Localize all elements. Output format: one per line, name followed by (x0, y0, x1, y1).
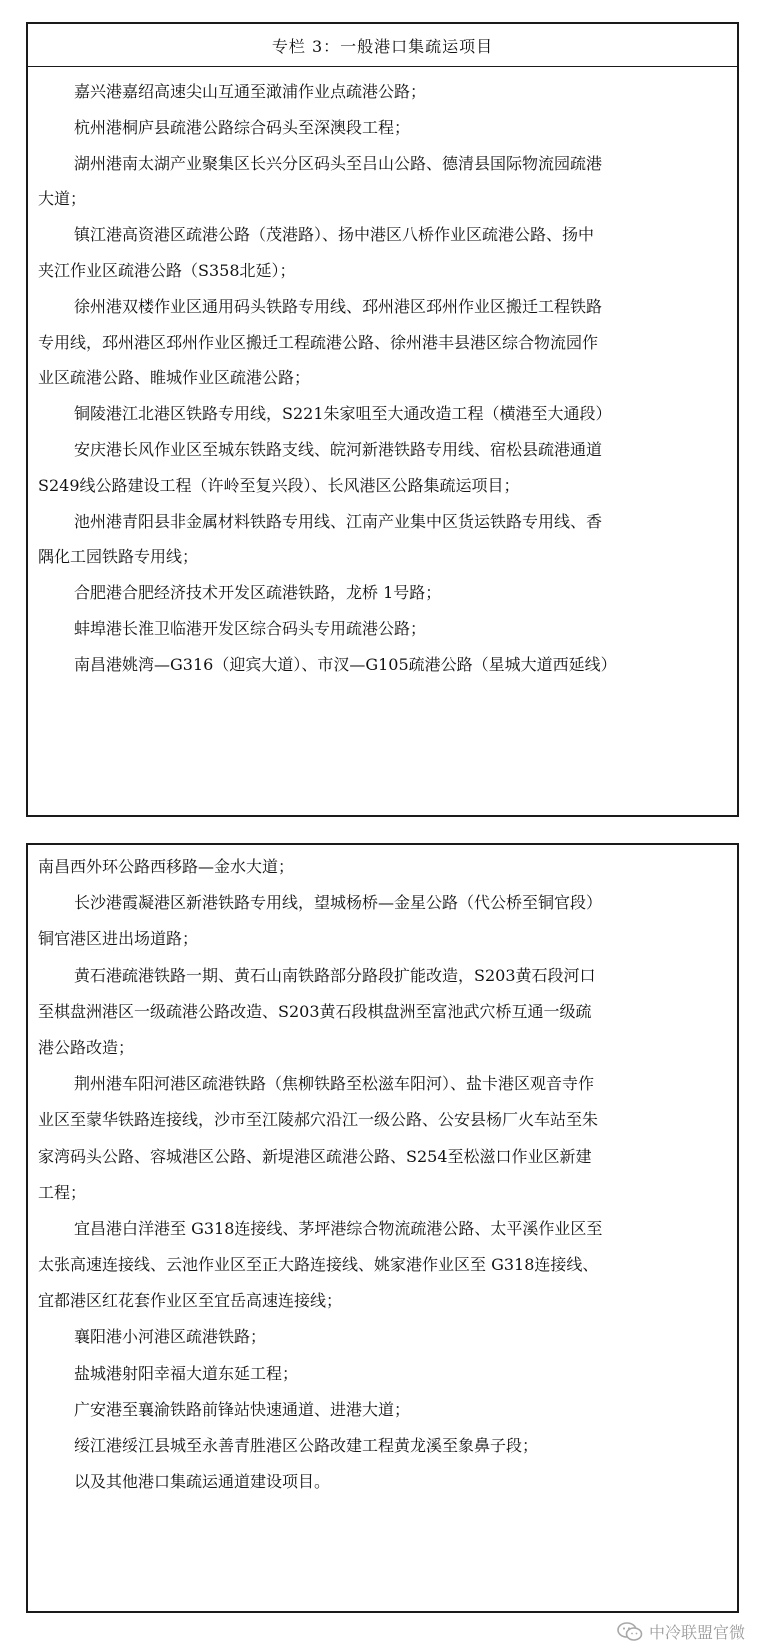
text-line: 合肥港合肥经济技术开发区疏港铁路，龙桥 1号路； (74, 583, 442, 603)
text-line: 广安港至襄渝铁路前锋站快速通道、进港大道； (74, 1399, 411, 1419)
text-line: 南昌港姚湾—G316（迎宾大道）、市汊—G105疏港公路（星城大道西延线） (74, 654, 617, 674)
text-line: 业区疏港公路、睢城作业区疏港公路； (38, 368, 311, 388)
panel-1-lines (28, 67, 737, 683)
project-table-panel-1 (26, 22, 739, 817)
text-line: 徐州港双楼作业区通用码头铁路专用线、邳州港区邳州作业区搬迁工程铁路 (74, 296, 603, 316)
text-line: 荆州港车阳河港区疏港铁路（焦柳铁路至松滋车阳河）、盐卡港区观音寺作 (74, 1074, 595, 1094)
text-line: 黄石港疏港铁路一期、黄石山南铁路部分路段扩能改造，S203黄石段河口 (74, 965, 596, 985)
text-line: 池州港青阳县非金属材料铁路专用线、江南产业集中区货运铁路专用线、香 (74, 511, 603, 531)
text-line: 铜陵港江北港区铁路专用线，S221朱家咀至大通改造工程（横港至大通段） (74, 404, 612, 424)
text-line: 盐城港射阳幸福大道东延工程； (74, 1363, 299, 1383)
text-line: 绥江港绥江县城至永善青胜港区公路改建工程黄龙溪至象鼻子段； (74, 1436, 539, 1455)
wechat-icon (617, 1622, 643, 1642)
text-line: 铜官港区进出场道路； (38, 929, 199, 949)
watermark (617, 1620, 745, 1643)
text-line: 嘉兴港嘉绍高速尖山互通至澉浦作业点疏港公路； (74, 82, 427, 101)
text-line: 南昌西外环公路西移路—金水大道； (38, 857, 295, 876)
text-line: 蚌埠港长淮卫临港开发区综合码头专用疏港公路； (74, 618, 427, 638)
text-line: 大道； (38, 189, 87, 209)
text-line: 宜昌港白洋港至 G318连接线、茅坪港综合物流疏港公路、太平溪作业区至 (74, 1218, 603, 1238)
text-line: 至棋盘洲港区一级疏港公路改造、S203黄石段棋盘洲至富池武穴桥互通一级疏 (38, 1001, 592, 1021)
text-line: 专用线，邳州港区邳州作业区搬迁工程疏港公路、徐州港丰县港区综合物流园作 (38, 332, 599, 352)
watermark-text: 中冷联盟官微 (648, 1623, 745, 1642)
text-line: 太张高速连接线、云池作业区至正大路连接线、姚家港作业区至 G318连接线、 (38, 1255, 599, 1275)
panel-title: 专栏 3：一般港口集疏运项目 (28, 24, 737, 67)
text-line: 安庆港长风作业区至城东铁路支线、皖河新港铁路专用线、宿松县疏港通道 (74, 439, 603, 459)
text-line: 业区至蒙华铁路连接线，沙市至江陵郝穴沿江一级公路、公安县杨厂火车站至朱 (38, 1110, 599, 1130)
text-line: 夹江作业区疏港公路（S358北延）； (38, 260, 296, 280)
text-line: 工程； (38, 1182, 87, 1202)
text-line: 襄阳港小河港区疏港铁路； (74, 1327, 267, 1347)
text-line: 以及其他港口集疏运通道建设项目。 (74, 1472, 331, 1492)
text-line: 隅化工园铁路专用线； (38, 547, 199, 567)
project-table-panel-2 (26, 843, 739, 1613)
text-line: 杭州港桐庐县疏港公路综合码头至深澳段工程； (74, 117, 411, 137)
text-line: 湖州港南太湖产业聚集区长兴分区码头至吕山公路、德清县国际物流园疏港 (74, 153, 603, 173)
text-line: 宜都港区红花套作业区至宜岳高速连接线； (38, 1291, 343, 1311)
text-line: 家湾码头公路、容城港区公路、新堤港区疏港公路、S254至松滋口作业区新建 (38, 1146, 592, 1166)
panel-2-lines (28, 845, 737, 1500)
text-line: 长沙港霞凝港区新港铁路专用线，望城杨桥—金星公路（代公桥至铜官段） (74, 893, 603, 913)
text-line: S249线公路建设工程（许岭至复兴段）、长风港区公路集疏运项目； (38, 475, 520, 495)
text-line: 港公路改造； (38, 1037, 135, 1057)
text-line: 镇江港高资港区疏港公路（茂港路）、扬中港区八桥作业区疏港公路、扬中 (74, 225, 595, 245)
